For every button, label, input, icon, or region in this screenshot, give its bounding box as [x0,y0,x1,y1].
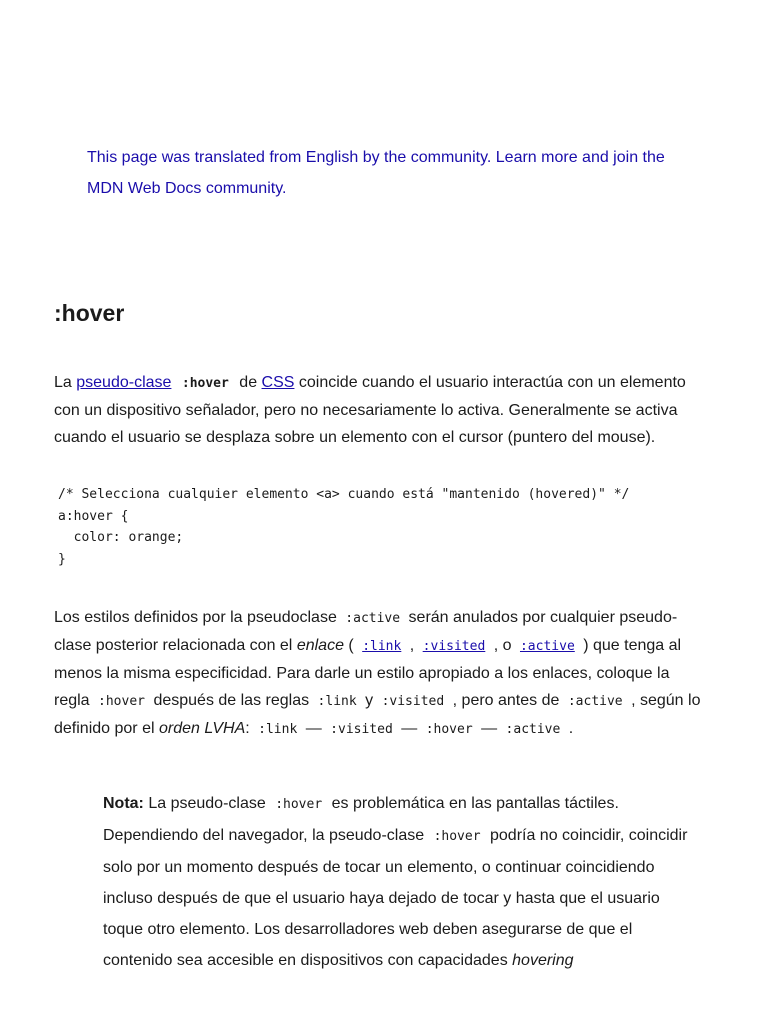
intro-text-1: La [54,374,77,391]
page-title: :hover [54,300,125,326]
note-hover-code-1: :hover [275,797,323,812]
link-code: :link [362,639,402,654]
link-rule-code: :link [317,694,357,709]
p2-text-7: después de las reglas [149,692,314,709]
p2-text-4: , [405,637,419,654]
intro-text-3: coincide cuando el usuario interactúa con un elemento con un dispositivo señalador, pero no necesariamente lo activa. Generalmente se activa cuando el usuario se desplaza sobre un elemento con el cursor (puntero del mouse). [54,374,686,446]
lvha-visited-code: :visited [330,722,393,737]
active-code: :active [345,611,401,626]
hovering-term: hovering [512,952,574,969]
enlace-term: enlace [296,637,344,654]
lvha-hover-code: :hover [425,722,473,737]
p2-text-2: serán anulados por cualquier pseudo-clase posterior relacionada con el [54,609,678,654]
orden-lvha-term: orden LVHA [158,720,246,737]
intro-text-2: de [234,374,262,391]
lvha-dash-1: — [301,720,327,737]
note-text-2: es problemática en las pantallas táctiles. Dependiendo del navegador, la pseudo-clase [103,795,619,844]
p2-text-5: , o [489,637,516,654]
visited-code: :visited [422,639,486,654]
css-link[interactable]: CSS [261,374,295,391]
p2-text-12: . [564,720,574,737]
active-pseudo-link[interactable] [516,637,579,654]
p2-text-3: ( [343,637,359,654]
lvha-link-code: :link [258,722,298,737]
p2-text-11: : [245,720,255,737]
p2-text-10: , según lo definido por el [54,692,701,737]
specificity-paragraph [54,604,709,743]
visited-rule-code: :visited [381,694,445,709]
hover-code: :hover [181,376,229,391]
note-callout [103,788,703,976]
intro-paragraph [54,369,709,451]
active-link-code: :active [519,639,575,654]
pseudo-clase-link[interactable]: pseudo-clase [76,374,172,391]
link-pseudo-link[interactable] [358,637,405,654]
active-rule-code: :active [567,694,623,709]
p2-text-6: ) que tenga al menos la misma especificidad. Para darle un estilo apropiado a los enlaces, coloque la regla [54,637,682,709]
lvha-active-code: :active [505,722,561,737]
note-text-1: La pseudo-clase [143,795,271,812]
note-text-3: podría no coincidir, coincidir solo por un momento después de tocar un elemento, o continuar coincidiendo incluso después de que el usuario haya dejado de tocar y hasta que el usuario toque otro elemento. Los desarrolladores web deben asegurarse de que el contenido sea accesible en dispositivos con capacidades [103,827,688,969]
translation-banner[interactable] [87,143,702,204]
p2-text-9: , pero antes de [448,692,564,709]
translation-banner-link[interactable]: This page was translated from English by the community. Learn more and join the MDN Web Docs community. [87,149,665,197]
note-label: Nota: [103,795,144,812]
lvha-dash-3: — [476,720,502,737]
lvha-dash-2: — [396,720,422,737]
code-example: /* Selecciona cualquier elemento <a> cuando está "mantenido (hovered)" */ a:hover { color: orange; } [58,487,630,567]
visited-pseudo-link[interactable] [419,637,490,654]
p2-text-1: Los estilos definidos por la pseudoclase [54,609,342,626]
note-hover-code-2: :hover [433,829,481,844]
hover-rule-code: :hover [98,694,145,709]
p2-text-8: y [360,692,378,709]
